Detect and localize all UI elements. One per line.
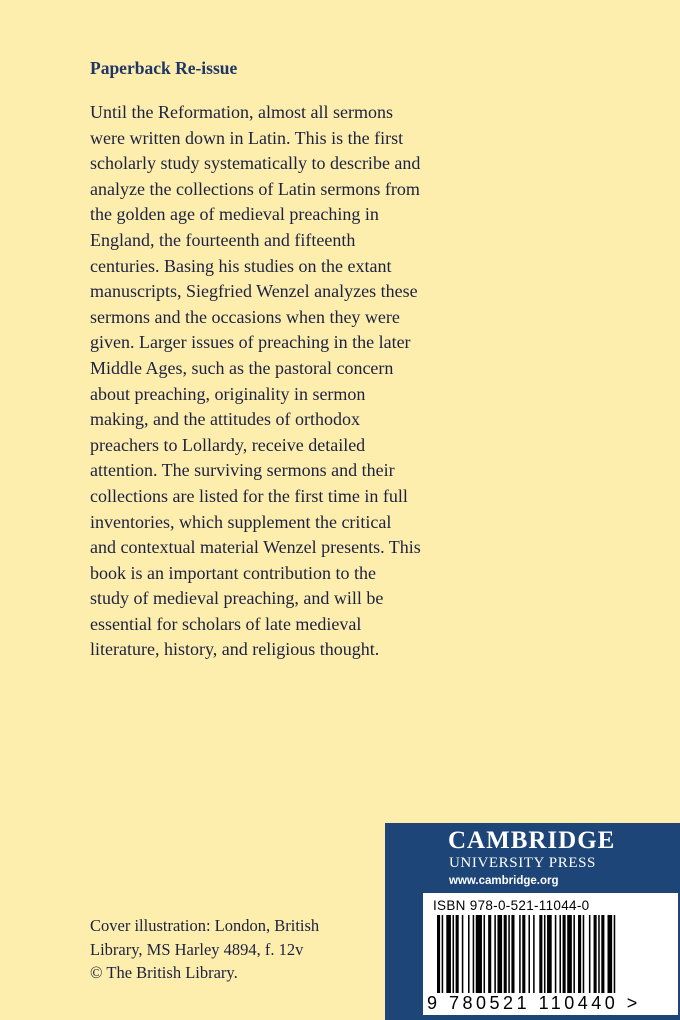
barcode-bar — [442, 915, 444, 993]
barcode-bar — [533, 915, 535, 993]
credit-line: Cover illustration: London, British — [90, 916, 320, 935]
blurb-line: inventories, which supplement the critical — [90, 511, 392, 532]
page-heading: Paperback Re-issue — [90, 58, 238, 78]
isbn-label: ISBN 978-0-521-11044-0 — [433, 898, 590, 913]
barcode-bar — [563, 915, 566, 993]
publisher-box — [385, 823, 680, 1020]
blurb-line: literature, history, and religious thought. — [90, 639, 380, 660]
blurb-line: scholarly study systematically to describe and — [90, 153, 421, 174]
blurb-line: centuries. Basing his studies on the extant — [90, 255, 392, 276]
barcode-bar — [614, 915, 616, 993]
publisher-subtitle: UNIVERSITY PRESS — [449, 855, 596, 871]
blurb-line: attention. The surviving sermons and their — [90, 460, 395, 481]
barcode-bar — [601, 915, 604, 993]
barcode-bar — [456, 915, 459, 993]
barcode-bar — [484, 915, 486, 993]
blurb-line: making, and the attitudes of orthodox — [90, 409, 360, 430]
barcode-bar — [511, 915, 514, 993]
barcode-bar — [522, 915, 525, 993]
blurb-line: essential for scholars of late medieval — [90, 613, 362, 634]
cover-credit — [90, 914, 390, 985]
barcode-bar — [608, 915, 613, 993]
barcode-bar — [446, 915, 451, 993]
barcode-bar — [559, 915, 561, 993]
barcode-bar — [555, 915, 557, 993]
barcode-bar — [494, 915, 496, 993]
barcode-bar — [578, 915, 581, 993]
barcode-bar — [473, 915, 475, 993]
blurb-line: sermons and the occasions when they were — [90, 306, 400, 327]
blurb-line: the golden age of medieval preaching in — [90, 204, 379, 225]
blurb-line: manuscripts, Siegfried Wenzel analyzes these — [90, 281, 418, 302]
blurb-line: Middle Ages, such as the pastoral concern — [90, 357, 394, 378]
barcode-bars — [437, 915, 665, 993]
barcode-bar — [567, 915, 572, 993]
blurb-line: collections are listed for the first time in full — [90, 485, 408, 506]
credit-line: © The British Library. — [90, 963, 238, 982]
barcode-bar — [539, 915, 542, 993]
barcode-bar — [476, 915, 482, 993]
blurb-text — [90, 100, 445, 663]
barcode-bar — [589, 915, 591, 993]
blurb-line: about preaching, originality in sermon — [90, 383, 366, 404]
barcode-bar — [528, 915, 530, 993]
blurb-line: study of medieval preaching, and will be — [90, 588, 384, 609]
barcode-bar — [437, 915, 440, 993]
barcode — [423, 893, 678, 1015]
publisher-name: CAMBRIDGE — [448, 827, 616, 854]
credit-line: Library, MS Harley 4894, f. 12v — [90, 939, 304, 959]
barcode-bar — [488, 915, 491, 993]
barcode-digits: 9 780521 110440 > — [427, 993, 641, 1013]
barcode-bar — [497, 915, 502, 993]
barcode-bar — [544, 915, 546, 993]
barcode-bar — [598, 915, 600, 993]
blurb-line: given. Larger issues of preaching in the later — [90, 332, 411, 353]
barcode-bar — [504, 915, 507, 993]
blurb-line: book is an important contribution to the — [90, 562, 376, 583]
publisher-url: www.cambridge.org — [449, 875, 559, 887]
blurb-line: preachers to Lollardy, receive detailed — [90, 434, 366, 455]
barcode-bar — [594, 915, 597, 993]
barcode-bar — [453, 915, 455, 993]
barcode-bar — [519, 915, 521, 993]
barcode-bar — [573, 915, 575, 993]
blurb-line: were written down in Latin. This is the first — [90, 127, 404, 148]
barcode-bar — [583, 915, 585, 993]
barcode-bar — [547, 915, 552, 993]
barcode-bar — [468, 915, 470, 993]
blurb-line: analyze the collections of Latin sermons from — [90, 178, 420, 199]
blurb-line: and contextual material Wenzel presents. This — [90, 537, 421, 558]
barcode-bar — [462, 915, 464, 993]
barcode-bar — [508, 915, 510, 993]
blurb-line: England, the fourteenth and fifteenth — [90, 229, 356, 250]
blurb-line: Until the Reformation, almost all sermons — [90, 102, 393, 122]
